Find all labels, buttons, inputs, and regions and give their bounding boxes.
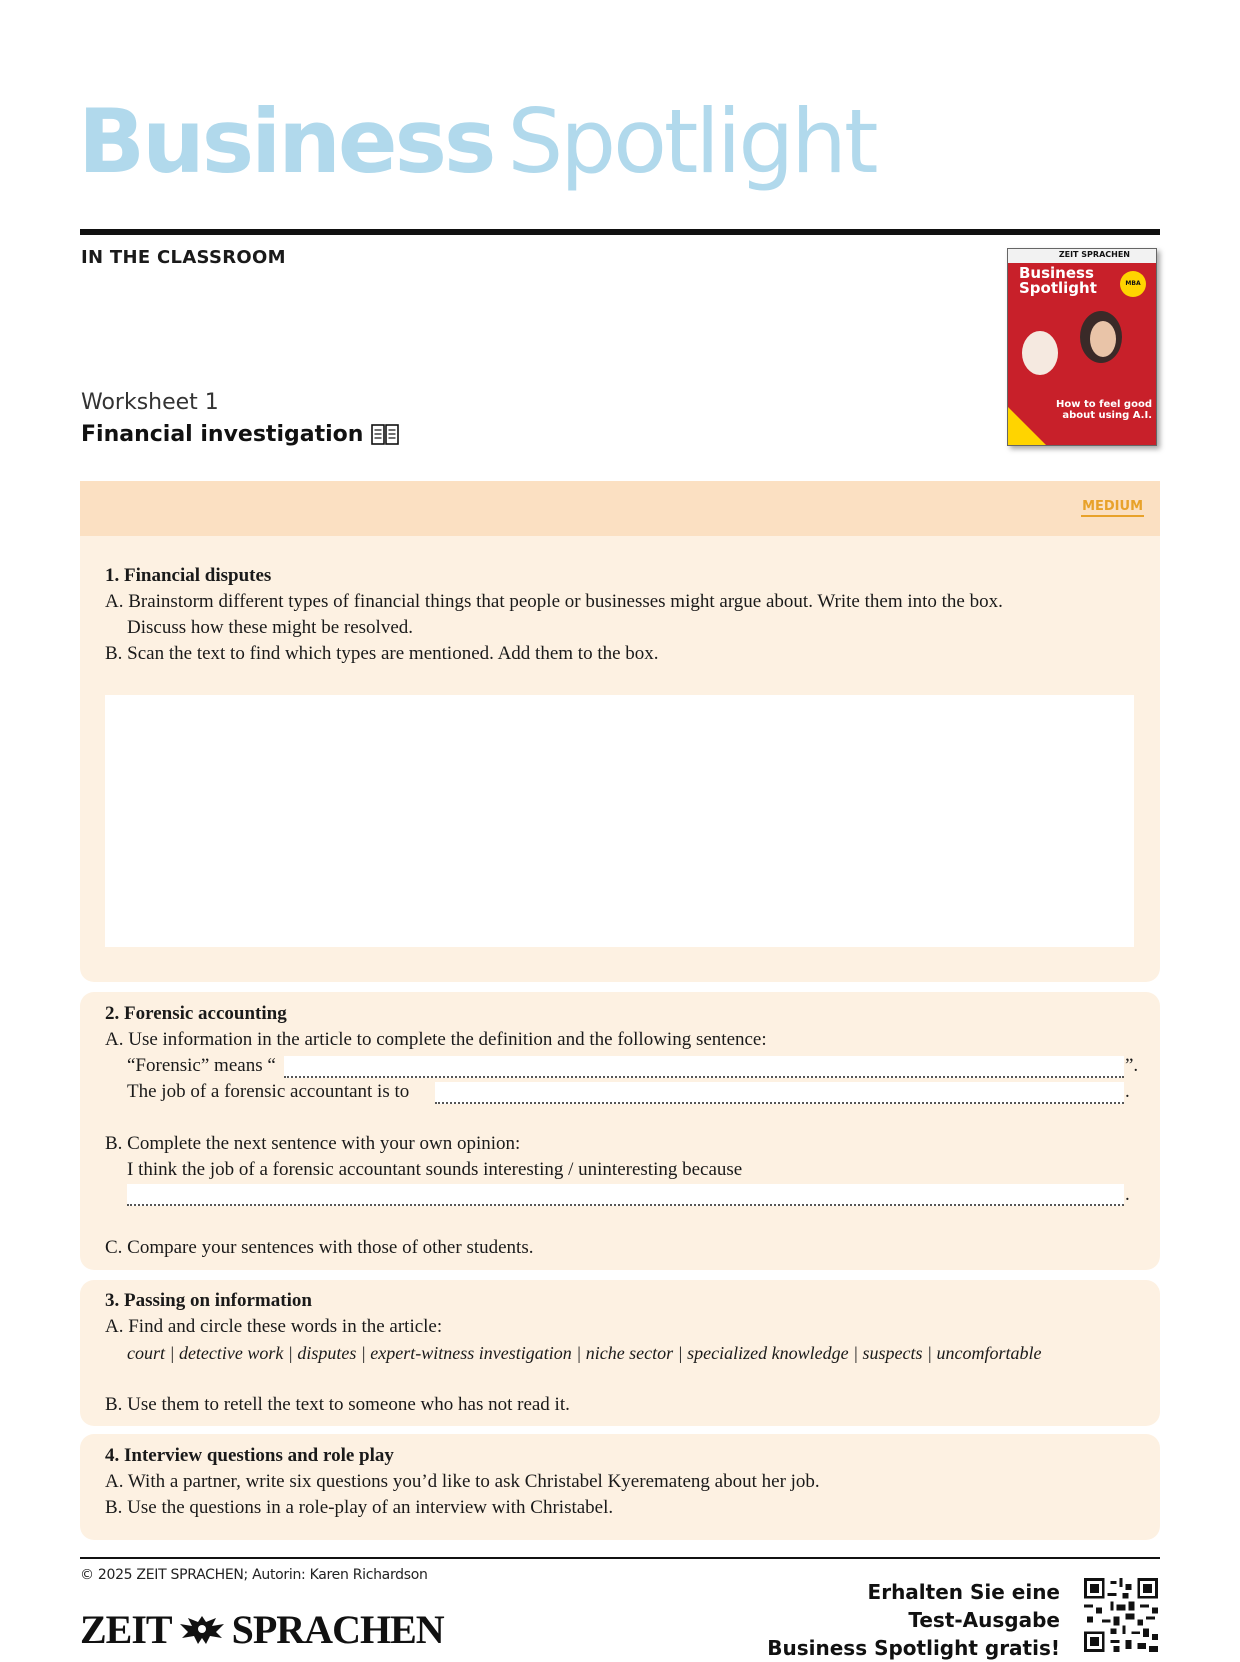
promo-line-2: Test-Ausgabe [908, 1608, 1060, 1632]
qr-code-icon[interactable] [1084, 1578, 1158, 1652]
cover-badge: MBA [1120, 271, 1146, 297]
answer-box[interactable] [105, 695, 1134, 947]
zeit-sprachen-logo [80, 1606, 444, 1653]
job-end: . [1125, 1081, 1130, 1102]
task-2-b-prompt: I think the job of a forensic accountant sounds interesting / uninteresting because [127, 1159, 743, 1180]
task-3-heading: 3. Passing on information [105, 1290, 312, 1311]
task-2-b: B. Complete the next sentence with your own opinion: [105, 1133, 521, 1154]
promo-line-1: Erhalten Sie eine [867, 1580, 1060, 1604]
promo-text[interactable] [767, 1578, 1060, 1662]
word-list: court | detective work | disputes | expert-witness investigation | niche sector | specialized knowledge | suspects | uncomfortable [127, 1343, 1042, 1363]
copyright: © 2025 ZEIT SPRACHEN; Autorin: Karen Richardson [80, 1567, 428, 1583]
eagle-emblem-icon [176, 1612, 228, 1648]
definition-blank[interactable] [284, 1056, 1124, 1078]
task-3-b: B. Use them to retell the text to someone who has not read it. [105, 1394, 570, 1415]
task-2-definition-label: “Forensic” means “ [127, 1055, 276, 1076]
cover-title [1019, 266, 1097, 296]
task-3-a: A. Find and circle these words in the article: [105, 1316, 443, 1337]
task-4-b: B. Use the questions in a role-play of an interview with Christabel. [105, 1497, 614, 1518]
cover-figure-right-face [1090, 321, 1116, 357]
job-blank[interactable] [435, 1082, 1124, 1104]
masthead-word-1: Business [78, 90, 494, 193]
header-rule [80, 229, 1160, 235]
cover-top-band [1008, 249, 1156, 263]
task-1-a-line-2: Discuss how these might be resolved. [127, 617, 414, 638]
task-4-heading: 4. Interview questions and role play [105, 1445, 394, 1466]
task-2-a: A. Use information in the article to complete the definition and the following sentence: [105, 1029, 767, 1050]
worksheet-title [81, 422, 399, 447]
level-bar [80, 481, 1160, 536]
masthead-word-2: Spotlight [507, 90, 876, 193]
task-4-a: A. With a partner, write six questions you’d like to ask Christabel Kyeremateng about her job. [105, 1471, 820, 1492]
task-2-c: C. Compare your sentences with those of other students. [105, 1237, 534, 1258]
task-2-heading: 2. Forensic accounting [105, 1003, 287, 1024]
promo-line-3: Business Spotlight gratis! [767, 1636, 1060, 1660]
task-1-a: A. Brainstorm different types of financial things that people or businesses might argue about. Write them into the box. [105, 591, 1003, 612]
cover-figure-left [1022, 331, 1058, 375]
task-2-job-label: The job of a forensic accountant is to [127, 1081, 410, 1102]
worksheet-number: Worksheet 1 [81, 390, 219, 415]
definition-close: ”. [1125, 1055, 1139, 1076]
level-badge: MEDIUM [1081, 499, 1144, 517]
task-1-heading: 1. Financial disputes [105, 565, 272, 586]
opinion-blank[interactable] [127, 1184, 1124, 1206]
cover-corner-triangle [1008, 407, 1046, 445]
worksheet-title-text: Financial investigation [81, 422, 364, 447]
task-1-b: B. Scan the text to find which types are mentioned. Add them to the box. [105, 643, 659, 664]
section-label: IN THE CLASSROOM [81, 247, 286, 268]
cover-title-line-2: Spotlight [1019, 279, 1097, 297]
masthead-logo [78, 90, 876, 193]
cover-publisher: ZEIT SPRACHEN [1058, 250, 1130, 259]
magazine-cover-image [1007, 248, 1157, 446]
opinion-end: . [1125, 1184, 1130, 1205]
footer-rule [80, 1557, 1160, 1559]
open-book-icon [371, 424, 399, 446]
cover-title-line-1: Business [1019, 264, 1094, 282]
logo-right-word: SPRACHEN [231, 1607, 444, 1652]
cover-headline: How to feel good about using A.I. [1056, 399, 1152, 421]
logo-left-word: ZEIT [80, 1607, 172, 1652]
